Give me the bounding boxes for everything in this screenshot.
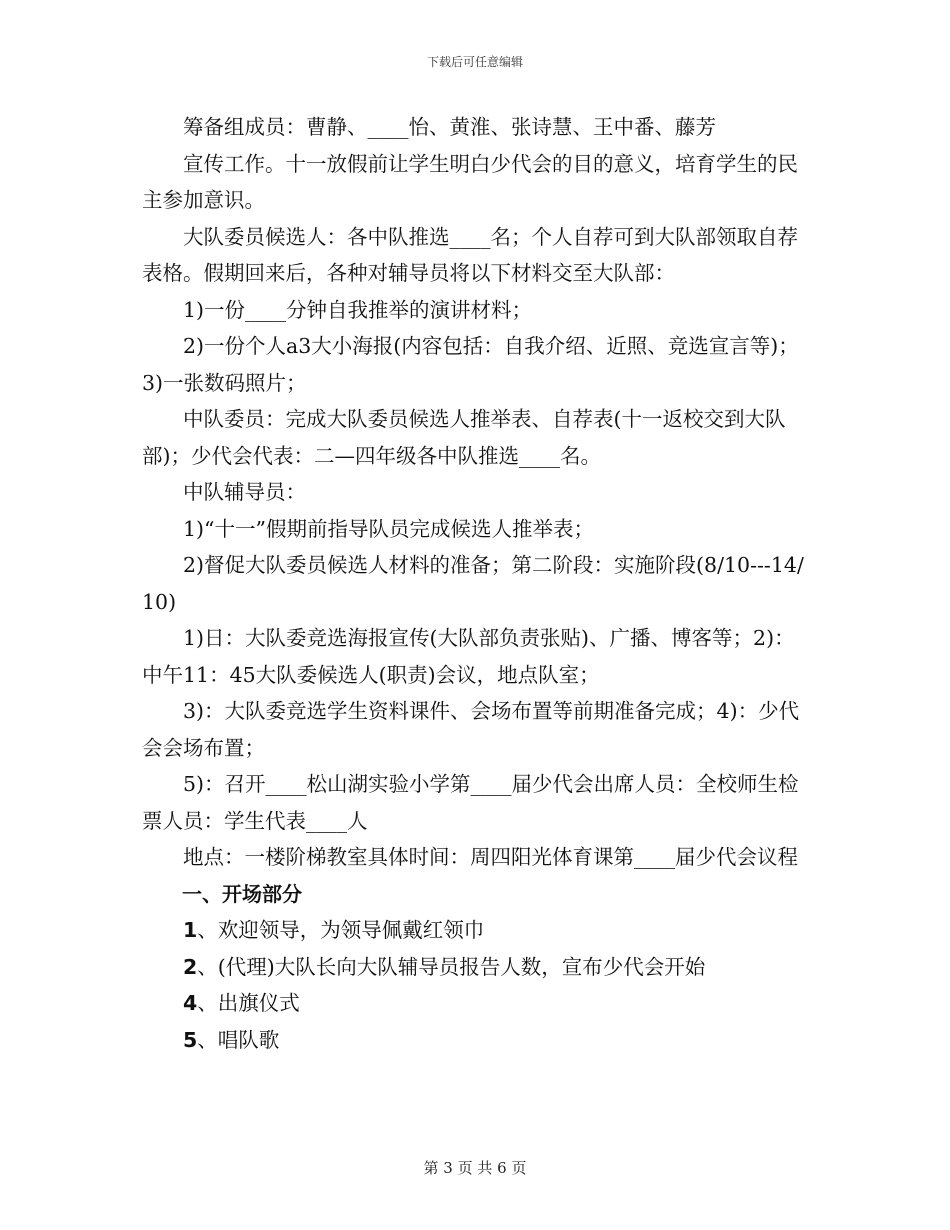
paragraph-convening: 5)：召开____松山湖实验小学第____届少代会出席人员：全校师生检票人员：学生代表____人 bbox=[142, 772, 799, 833]
paragraph-second-phase: 2)督促大队委员候选人材料的准备；第二阶段：实施阶段(8/10---14/10) bbox=[142, 553, 804, 614]
paragraph-preparation: 3)：大队委竞选学生资料课件、会场布置等前期准备完成；4)：少代会会场布置； bbox=[142, 699, 800, 760]
agenda-item bbox=[142, 1022, 810, 1059]
document-body bbox=[142, 109, 810, 1058]
agenda-item bbox=[142, 912, 810, 949]
paragraph-publicity: 宣传工作。十一放假前让学生明白少代会的目的意义，培育学生的民主参加意识。 bbox=[142, 151, 798, 212]
agenda-item bbox=[142, 949, 810, 986]
paragraph-speech-material: 1)一份____分钟自我推举的演讲材料； bbox=[183, 297, 533, 322]
agenda-item-text: 、唱队歌 bbox=[197, 1027, 280, 1052]
agenda-item bbox=[142, 985, 810, 1022]
page-header: 下载后可任意编辑 bbox=[426, 55, 523, 69]
section-heading: 一、开场部分 bbox=[182, 881, 302, 906]
agenda-item-text: 、出旗仪式 bbox=[197, 991, 300, 1015]
paragraph-squad-members: 中队委员：完成大队委员候选人推举表、自荐表(十一返校交到大队部)；少代会代表：二—四年级各中队推选____名。 bbox=[142, 407, 786, 468]
paragraph-holiday-guidance: 1)“十一”假期前指导队员完成候选人推举表； bbox=[183, 516, 594, 541]
agenda-item-number: 1 bbox=[183, 918, 198, 942]
paragraph-location-time: 地点：一楼阶梯教室具体时间：周四阳光体育课第____届少代会议程 bbox=[183, 845, 798, 869]
paragraph-poster-campaign: 1)日：大队委竞选海报宣传(大队部负责张贴)、广播、博客等；2)：中午11：45大队委候选人(职责)会议，地点队室； bbox=[142, 626, 795, 687]
agenda-item-number: 4 bbox=[183, 991, 198, 1015]
agenda-item-number: 2 bbox=[183, 954, 198, 979]
agenda-item-text: 、(代理)大队长向大队辅导员报告人数，宣布少代会开始 bbox=[197, 954, 706, 979]
agenda-item-number: 5 bbox=[183, 1027, 198, 1052]
paragraph-squad-counselor: 中队辅导员： bbox=[183, 480, 306, 504]
agenda-item-text: 、欢迎领导，为领导佩戴红领巾 bbox=[197, 918, 485, 942]
paragraph-poster-photo: 2)一份个人a3大小海报(内容包括：自我介绍、近照、竞选宣言等)；3)一张数码照片； bbox=[142, 334, 799, 395]
paragraph-committee-members: 筹备组成员：曹静、____怡、黄淮、张诗慧、王中番、藤芳 bbox=[183, 115, 716, 139]
paragraph-brigade-candidates: 大队委员候选人：各中队推选____名；个人自荐可到大队部领取自荐表格。假期回来后，各种对辅导员将以下材料交至大队部： bbox=[142, 224, 798, 285]
page-footer: 第 3 页 共 6 页 bbox=[423, 1159, 527, 1177]
